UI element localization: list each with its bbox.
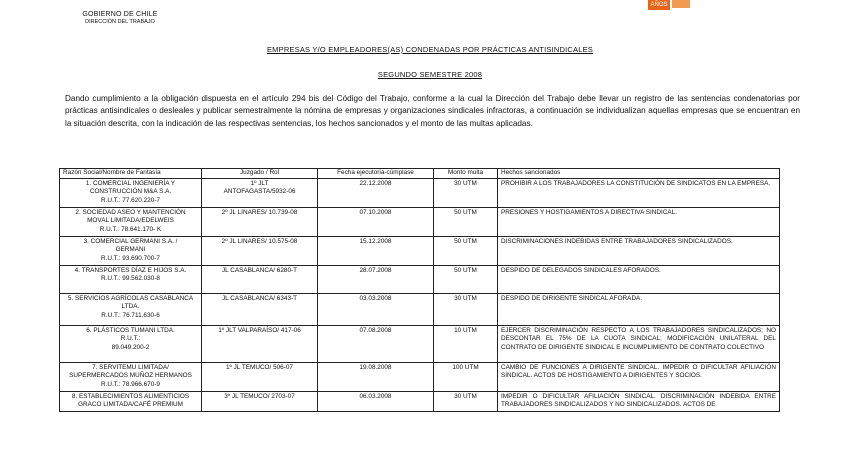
court-line: 1º JL TEMUCO/ 506-07: [226, 363, 293, 371]
table-row: [60, 265, 780, 293]
facts-cell: CAMBIO DE FUNCIONES A DIRIGENTE SINDICAL. IMPEDIR O DIFICULTAR AFILIACIÓN SINDICAL. ACTOS DE HOSTIGAMIENTO A DIRIGENTES Y SOCIOS.: [498, 362, 780, 391]
document-title: EMPRESAS Y/O EMPLEADORES(AS) CONDENADAS POR PRÁCTICAS ANTISINDICALES: [266, 45, 594, 54]
facts-cell: PROHIBIR A LOS TRABAJADORES LA CONSTITUCIÓN DE SINDICATOS EN LA EMPRESA.: [498, 178, 780, 207]
fine-cell: 50 UTM: [434, 236, 498, 265]
fine-cell: 30 UTM: [434, 391, 498, 411]
table-row: [60, 362, 780, 391]
company-line: 7. SERVITEMU LIMITADA/: [92, 363, 169, 371]
gobierno-logo: [80, 0, 160, 26]
company-line: 5. SERVICIOS AGRÍCOLAS CASABLANCA: [67, 294, 194, 302]
court-line: 1º JLT: [250, 179, 269, 187]
date-cell: 03.03.2008: [318, 293, 434, 325]
badge-stripe-icon: [672, 0, 690, 8]
table-row: [60, 207, 780, 236]
date-cell: 15.12.2008: [318, 236, 434, 265]
court-line: 3º JL TEMUCO/ 2703-07: [224, 392, 295, 400]
company-cell: [60, 178, 202, 207]
company-line: 2. SOCIEDAD ASEO Y MANTENCIÓN: [75, 208, 186, 216]
facts-cell: DESPIDO DE DIRIGENTE SINDICAL AFORADA.: [498, 293, 780, 325]
intro-paragraph: Dando cumplimiento a la obligación dispuesta en el artículo 294 bis del Código del Trabajo, conforme a la cual la Dirección del Trabajo debe llevar un registro de las sentencias condenatorias por prácticas antisindicales o desleales y publicar semestralmente la nómina de empresas y organizaciones sindicales infractoras, a continuación se individualizan aquellas empresas que se encuentran en la situación descrita, con la indicación de las respectivas sentencias, los hechos sancionados y el monto de las multas aplicadas.: [65, 94, 800, 128]
company-line: 89.049.200-2: [111, 343, 150, 351]
anniversary-logo: [648, 0, 700, 16]
date-cell: 22.12.2008: [318, 178, 434, 207]
logo-line-2: DIRECCIÓN DEL TRABAJO: [85, 19, 155, 25]
fine-cell: 50 UTM: [434, 265, 498, 293]
company-line: R.U.T.: 77.620.220-7: [101, 196, 160, 204]
fine-cell: 100 UTM: [434, 362, 498, 391]
company-line: R.U.T.: 78.966.670-9: [101, 380, 160, 388]
company-line: MOVAL LIMITADA/EDELWEIS: [87, 217, 174, 224]
date-cell: 06.03.2008: [318, 391, 434, 411]
date-cell: 07.10.2008: [318, 207, 434, 236]
sanctions-table: [59, 168, 780, 412]
company-line: LTDA.: [121, 303, 140, 310]
court-cell: [202, 265, 318, 293]
company-cell: [60, 325, 202, 362]
table-row: [60, 236, 780, 265]
company-line: 1. COMERCIAL INGENIERÍA Y: [85, 179, 176, 187]
logo-line-1: GOBIERNO DE CHILE: [82, 11, 158, 18]
court-cell: [202, 391, 318, 411]
company-cell: [60, 265, 202, 293]
date-cell: 07.08.2008: [318, 325, 434, 362]
anniversary-badge: AÑOS: [648, 0, 670, 10]
fine-cell: 10 UTM: [434, 325, 498, 362]
fine-cell: 30 UTM: [434, 178, 498, 207]
company-line: GRACO LIMITADA/CAFÉ PREMIUM: [78, 401, 183, 408]
court-cell: [202, 362, 318, 391]
company-line: CONSTRUCCIÓN M&A S.A.: [89, 188, 172, 195]
header-court: Juzgado / Rol: [202, 169, 318, 179]
header-fine: Monto multa: [434, 169, 498, 179]
company-cell: [60, 293, 202, 325]
table-row: [60, 178, 780, 207]
table-row: [60, 325, 780, 362]
company-cell: [60, 207, 202, 236]
company-line: R.U.T.: 78.641.170- K: [99, 225, 162, 233]
date-cell: 28.07.2008: [318, 265, 434, 293]
company-line: R.U.T.: 76.711.630-6: [101, 311, 160, 319]
company-cell: [60, 236, 202, 265]
company-cell: [60, 362, 202, 391]
court-line: JL CASABLANCA/ 6343-T: [221, 294, 298, 302]
court-cell: [202, 325, 318, 362]
company-line: 8. ESTABLECIMIENTOS ALIMENTICIOS: [71, 392, 190, 400]
company-line: GERMANI: [115, 246, 146, 253]
table-body: [60, 178, 780, 411]
court-cell: [202, 236, 318, 265]
date-cell: 19.08.2008: [318, 362, 434, 391]
facts-cell: PRESIONES Y HOSTIGAMIENTOS A DIRECTIVA SINDICAL.: [498, 207, 780, 236]
court-line: 2º JL LINARES/ 10.575-08: [221, 237, 298, 245]
facts-cell: EJERCER DISCRIMINACIÓN RESPECTO A LOS TRABAJADORES SINDICALIZADOS; NO DESCONTAR EL 75% DE LA CUOTA SINDICAL; MODIFICACIÓN UNILATERAL DEL CONTRATO DE DIRIGENTE SINDICAL E INCUMPLIMIENTO DE CONTRATO COLECTIVO: [498, 325, 780, 362]
company-line: SUPERMERCADOS MUÑOZ HERMANOS: [69, 372, 192, 379]
header-company: Razón Social/Nombre de Fantasía: [60, 169, 202, 179]
company-line: R.U.T.: 99.562.030-8: [101, 275, 160, 282]
facts-cell: DESPIDO DE DELEGADOS SINDICALES AFORADOS.: [498, 265, 780, 293]
document-subtitle: SEGUNDO SEMESTRE 2008: [377, 70, 483, 79]
company-line: R.U.T.: 93.690.700-7: [101, 254, 160, 262]
fine-cell: 50 UTM: [434, 207, 498, 236]
court-line: ANTOFAGASTA/5932-06: [223, 188, 296, 195]
court-cell: [202, 207, 318, 236]
company-line: R.U.T.:: [120, 335, 141, 342]
court-line: 2º JL LINARES/ 10.739-08: [221, 208, 298, 216]
facts-cell: IMPEDIR O DIFICULTAR AFILIACIÓN SINDICAL. DISCRIMINACIÓN INDEBIDA ENTRE TRABAJADORES SINDICALIZADOS Y NO SINDICALIZADOS. ACTOS DE: [498, 391, 780, 411]
court-cell: [202, 293, 318, 325]
company-line: 4. TRANSPORTES DÍAZ E HIJOS S.A.: [74, 266, 187, 274]
header-facts: Hechos sancionados: [498, 169, 780, 179]
court-cell: [202, 178, 318, 207]
table-row: [60, 391, 780, 411]
company-line: 6. PLÁSTICOS TUMANI LTDA.: [86, 326, 175, 334]
company-line: 3. COMERCIAL GERMANI S.A. /: [83, 237, 178, 245]
header-date: Fecha ejecutoria-cúmplase: [318, 169, 434, 179]
court-line: 1º JLT VALPARAÍSO/ 417-06: [218, 326, 301, 334]
table-row: [60, 293, 780, 325]
facts-cell: DISCRIMINACIONES INDEBIDAS ENTRE TRABAJADORES SINDICALIZADOS.: [498, 236, 780, 265]
table-header-row: [60, 169, 780, 179]
fine-cell: 30 UTM: [434, 293, 498, 325]
company-cell: [60, 391, 202, 411]
court-line: JL CASABLANCA/ 6280-T: [221, 266, 298, 274]
